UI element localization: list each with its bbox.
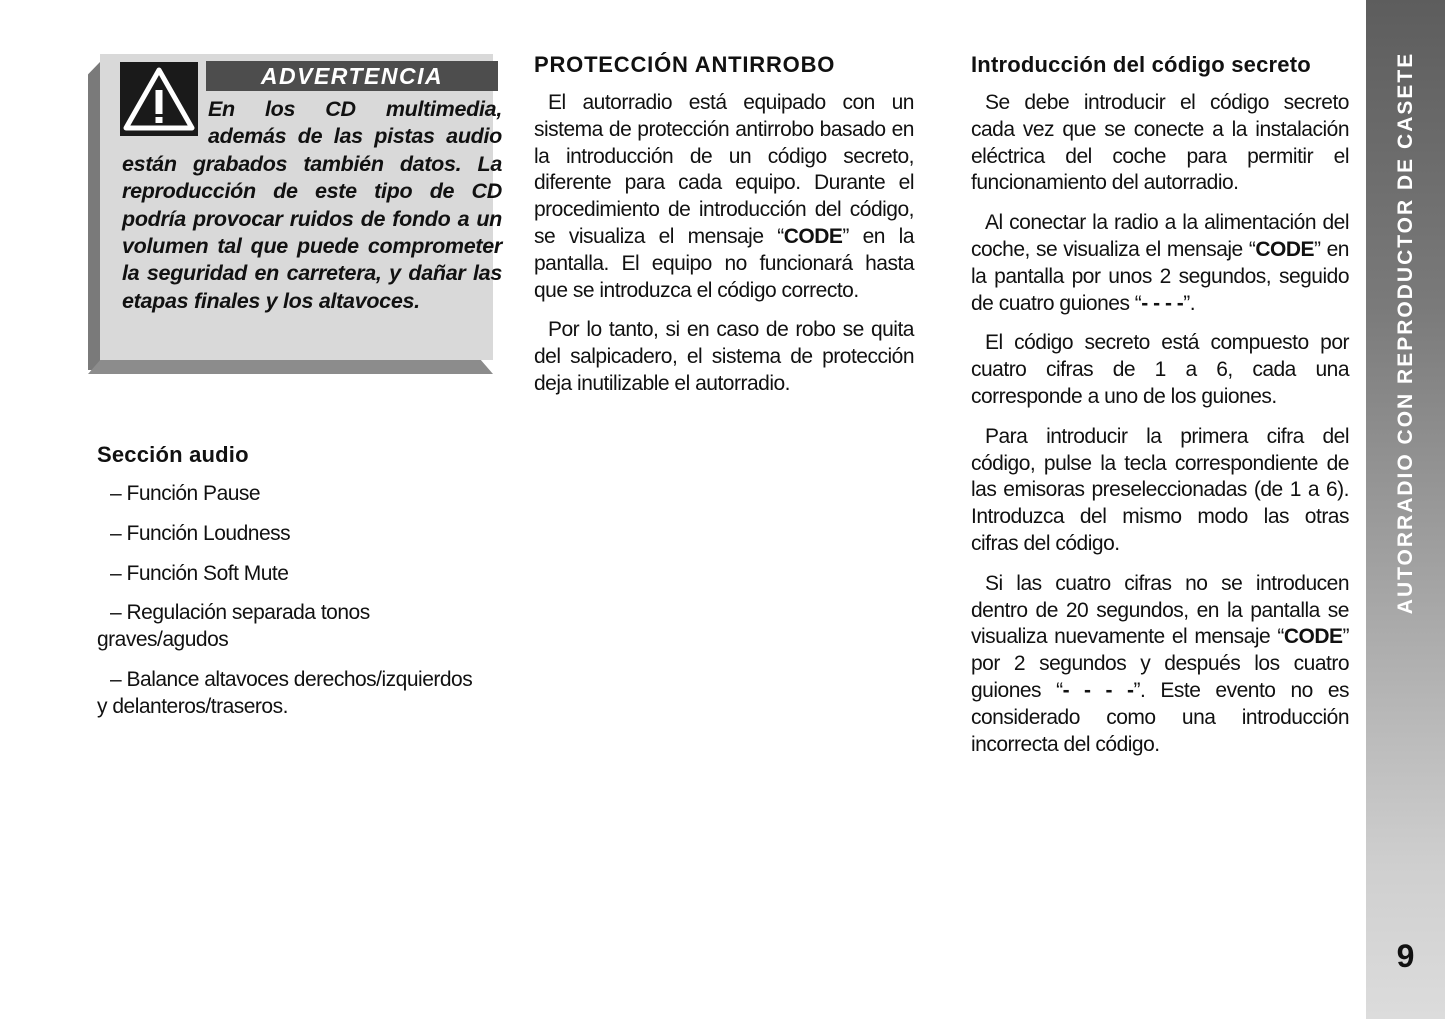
secret-code-section — [971, 52, 1349, 758]
dashes-message: - - - - — [1062, 678, 1134, 702]
warning-title: ADVERTENCIA — [206, 61, 498, 91]
secret-code-p2-text-a: Al conectar la radio a la alimentación del coche, se visualiza el mensaje “ — [971, 211, 1349, 261]
audio-section-heading: Sección audio — [97, 442, 249, 467]
list-item: – Función Loudness — [110, 521, 291, 545]
warning-text-content: En los CD multimedia, además de las pistas audio están grabados también datos. La reproducción de este tipo de CD podría provocar ruidos de fondo a un volumen tal que puede comprometer la seguridad en carretera, y dañar las etapas finales y los altavoces. — [122, 97, 502, 313]
antitheft-heading: PROTECCIÓN ANTIRROBO — [534, 52, 836, 77]
chapter-label: AUTORRADIO CON REPRODUCTOR DE CASETE — [1393, 51, 1417, 615]
secret-code-p2-text-b: ” en la pantalla por unos 2 segundos, seguido de cuatro guiones “ — [971, 237, 1349, 315]
page-number: 9 — [1396, 938, 1415, 974]
warning-box-shadow-bottom — [88, 360, 493, 374]
secret-code-p5-text-c: ”. Este evento no es considerado como una introducción incorrecta del código. — [971, 678, 1349, 756]
warning-box — [88, 54, 502, 376]
antitheft-paragraph-1 — [534, 90, 914, 304]
code-message: CODE — [783, 224, 843, 248]
code-message: CODE — [1283, 625, 1343, 649]
warning-box-face — [100, 54, 502, 360]
warning-box-shadow-left — [88, 62, 100, 370]
list-item: – Función Soft Mute — [110, 561, 289, 585]
antitheft-section — [534, 52, 914, 398]
antitheft-p1-text-a: El autorradio está equipado con un sistema de protección antirrobo basado en la introducción de un código secreto, diferente para cada equipo. Durante el procedimiento de introducción del código, se visualiza el mensaje “ — [534, 91, 914, 248]
secret-code-paragraph-1: Se debe introducir el código secreto cada vez que se conecte a la instalación eléctrica del coche para permitir el funcionamiento del autorradio. — [971, 91, 1349, 195]
audio-section — [97, 442, 479, 721]
secret-code-paragraph-4: Para introducir la primera cifra del código, pulse la tecla correspondiente de las emisoras preseleccionadas (de 1 a 6). Introduzca del mismo modo las otras cifras del código. — [971, 424, 1349, 555]
secret-code-p2-text-c: ”. — [1183, 291, 1196, 315]
secret-code-p5-text-a: Si las cuatro cifras no se introducen dentro de 20 segundos, en la pantalla se visualiza nuevamente el mensaje “ — [971, 571, 1349, 649]
antitheft-p1-text-b: ” en la pantalla. El equipo no funcionará hasta que se introduzca el código correcto. — [534, 224, 914, 302]
secret-code-heading: Introducción del código secreto — [971, 52, 1311, 77]
list-item: – Regulación separada tonos graves/agudos — [97, 601, 370, 652]
secret-code-paragraph-2 — [971, 210, 1349, 317]
secret-code-p5-text-b: ” por 2 segundos y después los cuatro guiones “ — [971, 625, 1349, 702]
dashes-message: - - - - — [1141, 291, 1184, 315]
secret-code-paragraph-5 — [971, 571, 1349, 759]
code-message: CODE — [1255, 237, 1315, 261]
antitheft-paragraph-2: Por lo tanto, si en caso de robo se quita del salpicadero, el sistema de protección deja inutilizable el autorradio. — [534, 318, 914, 395]
list-item: – Balance altavoces derechos/izquierdos y delanteros/traseros. — [97, 667, 473, 718]
warning-text — [122, 96, 502, 315]
list-item: – Función Pause — [110, 482, 261, 505]
chapter-sidebar — [1366, 0, 1445, 1019]
secret-code-paragraph-3: El código secreto está compuesto por cuatro cifras de 1 a 6, cada una corresponde a uno de los guiones. — [971, 331, 1349, 408]
